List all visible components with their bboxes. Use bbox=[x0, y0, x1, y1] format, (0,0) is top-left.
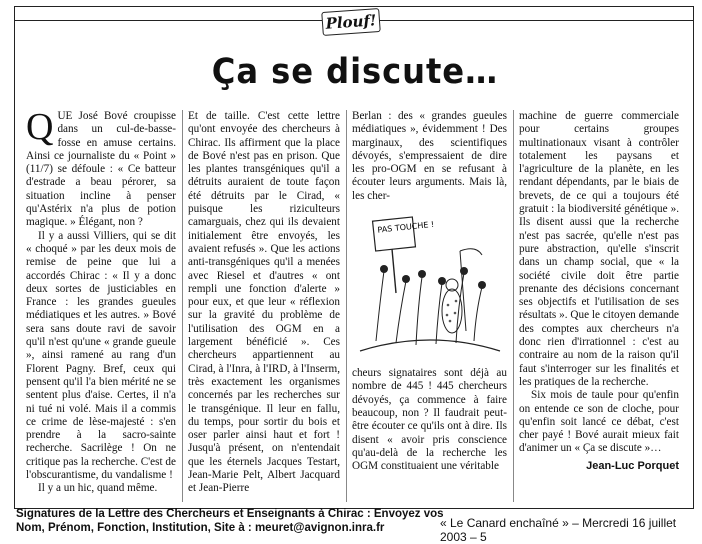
column-divider bbox=[182, 110, 183, 502]
cartoon-illustration bbox=[356, 211, 504, 361]
article-title: Ça se discute… bbox=[211, 52, 499, 92]
paragraph: Berlan : des « grandes gueules médiatiques », évidemment ! Des marginaux, des scientifiques dévoyés, s'empressaient de dire les pro-OGM en se refusant à écouter leurs arguments. Mais là, les cher- bbox=[352, 110, 507, 202]
paragraph: Et de taille. C'est cette lettre qu'ont envoyée des chercheurs à Chirac. Ils affirment que la place de Bové n'est pas en prison. Que les plantes transgéniques qu'il a détruits auraient de toute façon été détruits par le Cirad, « puisque les riziculteurs camarguais, chez qui ils devaient initialement être envoyés, les avaient refusés ». Que les actions anti-transgéniques qu'il a menées avec Riesel et d'autres « ont rempli une fonction d'alerte » pour eux, et que leur « réflexion sur la gravité du problème de l'utilisation des OGM en a largement bénéficié ». Ces chercheurs appartiennent au Cirad, à l'Inra, à l'IRD, à l'Inserm, très exactement les organismes concernés par les recherches sur le transgénique. Il leur en fallu, du temps, pour sortir du bois et oser parler ainsi haut et fort ! Jusqu'à présent, on n'entendait que les éternels Jacques Testart, Jean-Marie Pelt, Albert Jacquard et Jean-Pierre bbox=[188, 110, 340, 495]
author-signature: Jean-Luc Porquet bbox=[586, 459, 679, 472]
paragraph: Il y a aussi Villiers, qui se dit « choqué » par les deux mois de remise de peine que lui a accordés Chirac : « Il y a donc deux sortes de justiciables en France : les grandes gueules médiatiques et les autres. » Bové sera sans doute ravi de savoir qu'il n'est qu'une « grande gueule », ainsi ramené au rang d'un Florent Pagny. Bref, ceux qui pensent qu'il l'a bien mérité ne se sentent plus d'aise. Certes, il n'a ni tué ni volé. Mais il a commis ce crime de lèse-majesté : s'en prendre à la sacro-sainte recherche. Sacrilège ! On ne critique pas la recherche. C'est de l'obscurantisme, du vandalisme ! bbox=[26, 229, 176, 482]
column-3 bbox=[352, 110, 507, 473]
paragraph: cheurs signataires sont déjà au nombre de 445 ! 445 chercheurs dévoyés, ça commence à faire beaucoup, non ? Il faudrait peut-être écouter ce qu'ils ont à dire. Ils disent « avoir pris conscience qu'au-delà de la recherche les OGM constituaient une véritable bbox=[352, 367, 507, 473]
column-2 bbox=[188, 110, 340, 496]
column-divider bbox=[346, 110, 347, 502]
column-1 bbox=[26, 106, 176, 496]
footer-line-2: Nom, Prénom, Fonction, Institution, Site à : meuret@avignon.inra.fr bbox=[16, 522, 385, 534]
paragraph: Six mois de taule pour qu'enfin on entende ce son de cloche, pour qu'enfin soit lancé ce débat, c'est cher payé ! Bové aurait mieux fait d'animer un « Ça se discute »… bbox=[519, 389, 679, 455]
footer-line-1: Signatures de la Lettre des Chercheurs et Enseignants à Chirac : Envoyez vos bbox=[16, 508, 444, 520]
column-divider bbox=[513, 110, 514, 502]
cartoon-sign-text: PAS TOUCHE ! bbox=[377, 219, 435, 235]
drop-cap: Q bbox=[26, 106, 54, 148]
paragraph: machine de guerre commerciale pour certains groupes multinationaux visant à contrôler totalement les paysans et l'agriculture de la planète, en les rendant dépendants, par le biais de brevets, de ce qui a toujours été gratuit : la biodiversité génétique ». Ils disent aussi que la recherche n'est pas sacrée, qu'elle n'est pas pure abstraction, qu'elle s'inscrit dans un champ social, que « la société civile doit être partie prenante des décisions concernant ses objectifs et l'utilisation de ses résultats ». Que le citoyen demande des comptes aux chercheurs n'a donc rien d'irrationnel : c'est au contraire au nom de la raison qu'il faut s'interroger sur les finalités et les pratiques de la recherche. bbox=[519, 110, 679, 388]
section-tag: Plouf! bbox=[321, 8, 381, 36]
publication-credit: « Le Canard enchaîné » – Mercredi 16 juillet 2003 – 5 bbox=[440, 516, 677, 544]
column-4 bbox=[519, 110, 679, 473]
paragraph: Il y a un hic, quand même. bbox=[38, 482, 158, 495]
paragraph: QUE José Bové croupisse dans un cul-de-basse-fosse en amuse certains. Ainsi ce journaliste du « Point » (11/7) se défoule : « Ce batteur d'estrade a beau pérorer, sa situation incline à penser qu'Astérix n'a plus de potion magique. » Élégant, non ? bbox=[26, 106, 176, 229]
